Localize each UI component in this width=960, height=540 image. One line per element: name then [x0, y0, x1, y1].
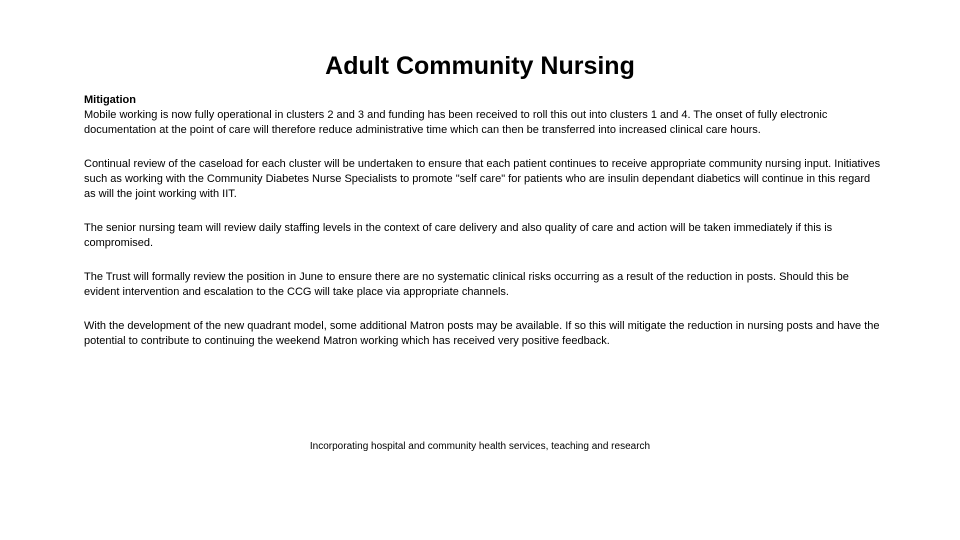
paragraph-mobile-working: Mobile working is now fully operational in clusters 2 and 3 and funding has been received to roll this out into clusters 1 and 4. The onset of fully electronic documentation at the point of care will therefore reduce administrative time which can then be transferred into increased clinical care hours.	[84, 109, 828, 136]
paragraph-caseload-review: Continual review of the caseload for each cluster will be undertaken to ensure that each patient continues to receive appropriate community nursing input. Initiatives such as working with the Community Diabetes Nurse Specialists to promote "self care" for patients who are insulin dependant diabetics will continue in this regard as will the joint working with IIT.	[84, 158, 881, 200]
paragraph-quadrant-model: With the development of the new quadrant model, some additional Matron posts may be available. If so this will mitigate the reduction in nursing posts and have the potential to contribute to continuing the weekend Matron working which has received very positive feedback.	[84, 320, 880, 347]
paragraph-trust-review: The Trust will formally review the position in June to ensure there are no systematic clinical risks occurring as a result of the reduction in posts. Should this be evident intervention and escalation to the CCG will take place via appropriate channels.	[84, 271, 849, 298]
slide-content	[84, 93, 884, 368]
slide-footer: Incorporating hospital and community health services, teaching and research	[309, 441, 651, 452]
paragraph-staffing-levels: The senior nursing team will review daily staffing levels in the context of care delivery and also quality of care and action will be taken immediately if this is compromised.	[84, 222, 833, 249]
section-heading: Mitigation	[84, 94, 136, 106]
slide-title: Adult Community Nursing	[325, 52, 635, 80]
